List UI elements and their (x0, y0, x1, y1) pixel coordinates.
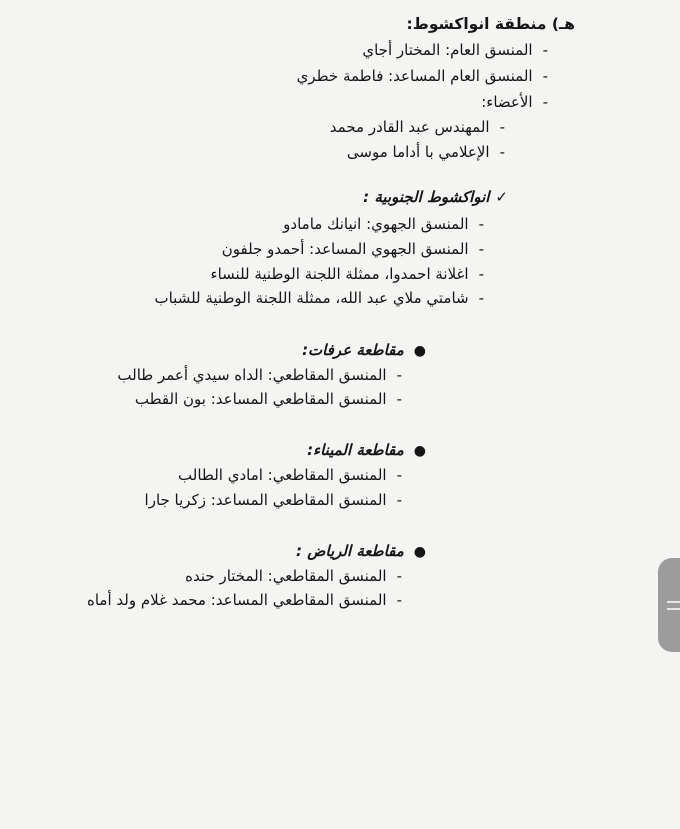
list-item: -المنسق العام: المختار أجاي (362, 41, 548, 59)
list-item: -المهندس عبد القادر محمد (329, 118, 505, 136)
section-heading: هـ) منطقة انواكشوط: (406, 15, 575, 33)
list-item: -المنسق الجهوي المساعد: أحمدو جلفون (221, 240, 484, 258)
list-item: -المنسق العام المساعد: فاطمة خطري (296, 67, 548, 85)
list-item: -اغلانة احمدوا، ممثلة اللجنة الوطنية للنساء (210, 265, 484, 283)
grip-line-icon (667, 608, 680, 610)
side-panel-handle[interactable] (658, 558, 680, 652)
list-item: -المنسق الجهوي: انيانك مامادو (283, 215, 484, 233)
list-item: -المنسق المقاطعي: المختار حنده (185, 567, 402, 585)
district-heading: ●مقاطعة الميناء: (307, 441, 426, 459)
list-item: -المنسق المقاطعي: الداه سيدي أعمر طالب (117, 366, 402, 384)
list-item: -المنسق المقاطعي المساعد: محمد غلام ولد أماه (86, 591, 402, 609)
bullet-icon: ● (413, 443, 426, 459)
list-item: -الإعلامي با أداما موسى (346, 143, 505, 161)
district-heading: ●مقاطعة عرفات: (302, 341, 426, 359)
grip-line-icon (667, 601, 680, 603)
list-item: -المنسق المقاطعي المساعد: بون القطب (134, 390, 402, 408)
checkmark-icon: ✓ (495, 188, 508, 206)
list-item: -المنسق المقاطعي: امادي الطالب (178, 466, 402, 484)
list-item: -شامتي ملاي عبد الله، ممثلة اللجنة الوطنية للشباب (154, 289, 484, 307)
list-item: -الأعضاء: (481, 93, 548, 111)
district-heading: ●مقاطعة الرياض : (296, 542, 426, 560)
list-item: -المنسق المقاطعي المساعد: زكريا جارا (144, 491, 402, 509)
bullet-icon: ● (413, 544, 426, 560)
bullet-icon: ● (413, 343, 426, 359)
subsection-heading: ✓انواكشوط الجنوبية : (363, 188, 508, 206)
